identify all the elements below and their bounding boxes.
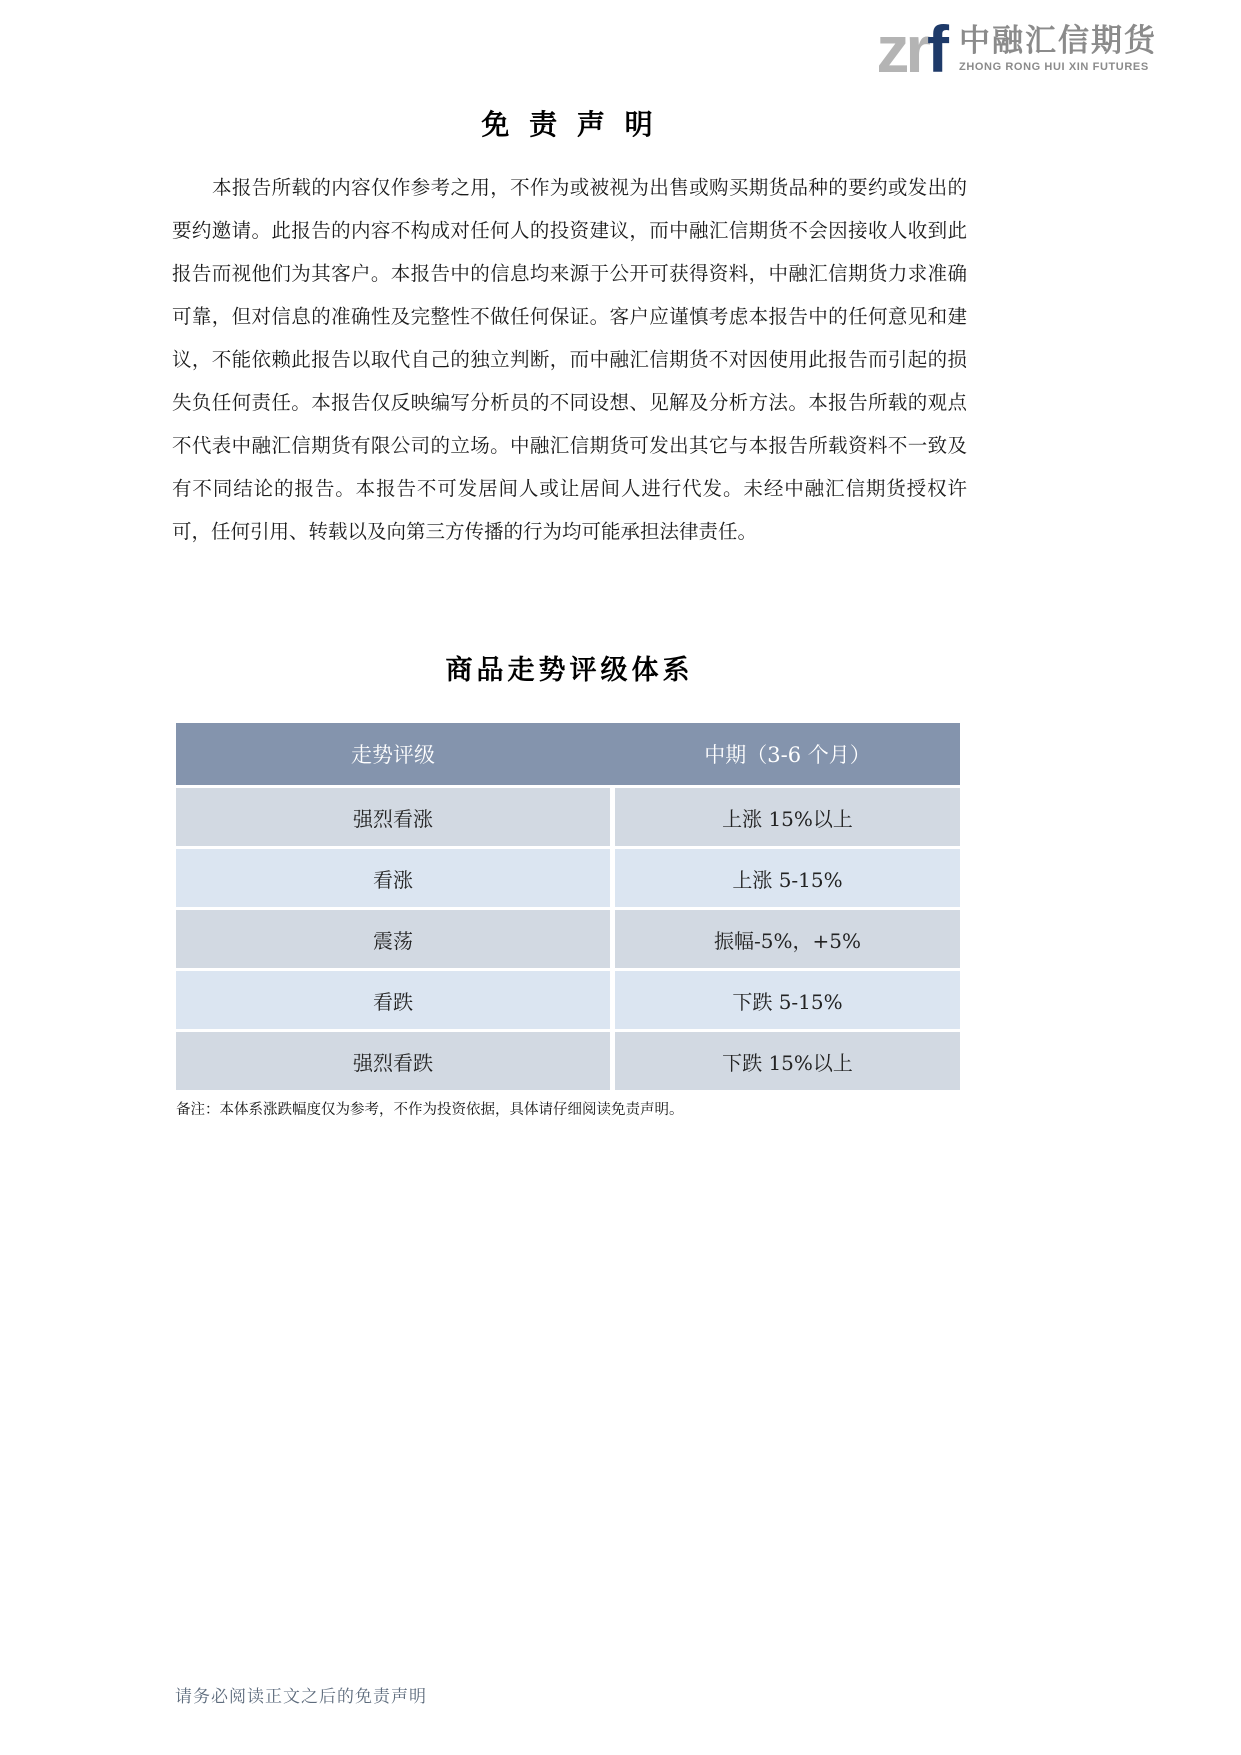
range-cell: 下跌 15%以上 [615,1032,960,1090]
company-logo [876,12,1157,86]
rating-cell: 震荡 [176,910,610,968]
footer-disclaimer-reminder: 请务必阅读正文之后的免责声明 [175,1687,427,1707]
range-cell: 上涨 15%以上 [615,788,960,846]
rating-cell: 强烈看涨 [176,788,610,846]
logo-text-block [959,24,1157,75]
rating-cell: 强烈看跌 [176,1032,610,1090]
table-row [176,910,960,968]
company-name-cn: 中融汇信期货 [959,23,1157,59]
rating-table [176,723,960,1090]
rating-cell: 看跌 [176,971,610,1029]
rating-cell: 看涨 [176,849,610,907]
range-cell: 上涨 5-15% [615,849,960,907]
table-row [176,849,960,907]
table-note: 备注：本体系涨跌幅度仅为参考，不作为投资依据，具体请仔细阅读免责声明。 [176,1102,684,1118]
table-row [176,1032,960,1090]
range-cell: 下跌 5-15% [615,971,960,1029]
zrf-logo-icon [876,12,945,86]
rating-section-title: 商品走势评级体系 [445,655,694,686]
logo-mark-f: f [927,12,945,86]
range-cell: 振幅-5%，+5% [615,910,960,968]
company-name-en: ZHONG RONG HUI XIN FUTURES [959,61,1149,74]
table-row [176,971,960,1029]
rating-table-header-midterm: 中期（3-6 个月） [615,723,960,785]
logo-mark-zr: zr [876,12,928,86]
table-row [176,788,960,846]
page-title: 免 责 声 明 [481,108,658,141]
rating-table-header-row [176,723,960,785]
disclaimer-paragraph: 本报告所载的内容仅作参考之用，不作为或被视为出售或购买期货品种的要约或发出的要约邀请。此报告的内容不构成对任何人的投资建议，而中融汇信期货不会因接收人收到此报告而视他们为其客户。本报告中的信息均来源于公开可获得资料，中融汇信期货力求准确可靠，但对信息的准确性及完整性不做任何保证。客户应谨慎考虑本报告中的任何意见和建议，不能依赖此报告以取代自己的独立判断，而中融汇信期货不对因使用此报告而引起的损失负任何责任。本报告仅反映编写分析员的不同设想、见解及分析方法。本报告所载的观点不代表中融汇信期货有限公司的立场。中融汇信期货可发出其它与本报告所载资料不一致及有不同结论的报告。本报告不可发居间人或让居间人进行代发。未经中融汇信期货授权许可，任何引用、转载以及向第三方传播的行为均可能承担法律责任。 [172,176,967,543]
rating-table-header-rating: 走势评级 [176,723,610,785]
